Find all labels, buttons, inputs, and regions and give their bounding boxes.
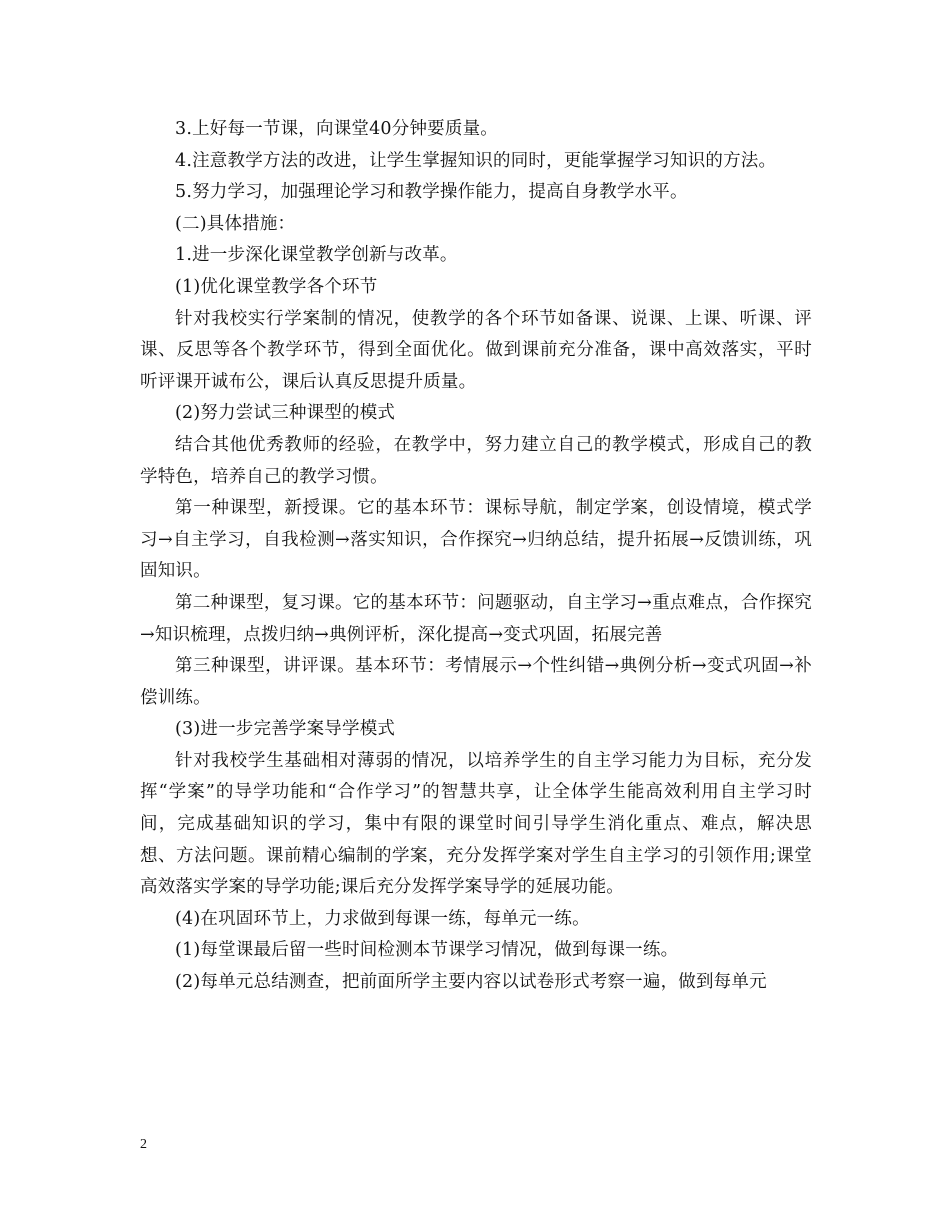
paragraph: 5.努力学习，加强理论学习和教学操作能力，提高自身教学水平。 (175, 182, 688, 203)
paragraph: 针对我校实行学案制的情况，使教学的各个环节如备课、说课、上课、听课、评课、反思等各个教学环节，得到全面优化。做到课前充分准备，课中高效落实，平时听评课开诚布公，课后认真反思提升质量。 (140, 308, 812, 392)
paragraph: 第一种课型，新授课。它的基本环节：课标导航，制定学案，创设情境，模式学习→自主学习，自我检测→落实知识，合作探究→归纳总结，提升拓展→反馈训练，巩固知识。 (140, 498, 812, 582)
paragraph: 第二种课型，复习课。它的基本环节：问题驱动，自主学习→重点难点，合作探究→知识梳理，点拨归纳→典例评析，深化提高→变式巩固，拓展完善 (140, 592, 812, 645)
subsection-heading: (4)在巩固环节上，力求做到每课一练，每单元一练。 (175, 908, 590, 929)
paragraph: 针对我校学生基础相对薄弱的情况，以培养学生的自主学习能力为目标，充分发挥“学案”的导学功能和“合作学习”的智慧共享，让全体学生能高效利用自主学习时间，完成基础知识的学习，集中有限的课堂时间引导学生消化重点、难点，解决思想、方法问题。课前精心编制的学案，充分发挥学案对学生自主学习的引领作用;课堂高效落实学案的导学功能;课后充分发挥学案导学的延展功能。 (140, 750, 812, 898)
paragraph: 3.上好每一节课，向课堂40分钟要质量。 (175, 119, 498, 139)
paragraph: (1)每堂课最后留一些时间检测本节课学习情况，做到每课一练。 (175, 940, 679, 961)
subsection-heading: (2)努力尝试三种课型的模式 (175, 403, 396, 424)
section-heading: (二)具体措施： (175, 213, 296, 234)
paragraph: (2)每单元总结测查，把前面所学主要内容以试卷形式考察一遍，做到每单元 (175, 972, 767, 993)
document-body (140, 114, 812, 999)
paragraph: 结合其他优秀教师的经验，在教学中，努力建立自己的教学模式，形成自己的教学特色，培养自己的教学习惯。 (140, 434, 812, 487)
subsection-heading: (1)优化课堂教学各个环节 (175, 276, 378, 297)
subsection-heading: (3)进一步完善学案导学模式 (175, 719, 396, 740)
paragraph: 4.注意教学方法的改进，让学生掌握知识的同时，更能掌握学习知识的方法。 (175, 150, 777, 171)
paragraph: 第三种课型，讲评课。基本环节：考情展示→个性纠错→典例分析→变式巩固→补偿训练。 (140, 656, 812, 708)
page-number: 2 (140, 1137, 147, 1152)
paragraph: 1.进一步深化课堂教学创新与改革。 (175, 245, 458, 266)
